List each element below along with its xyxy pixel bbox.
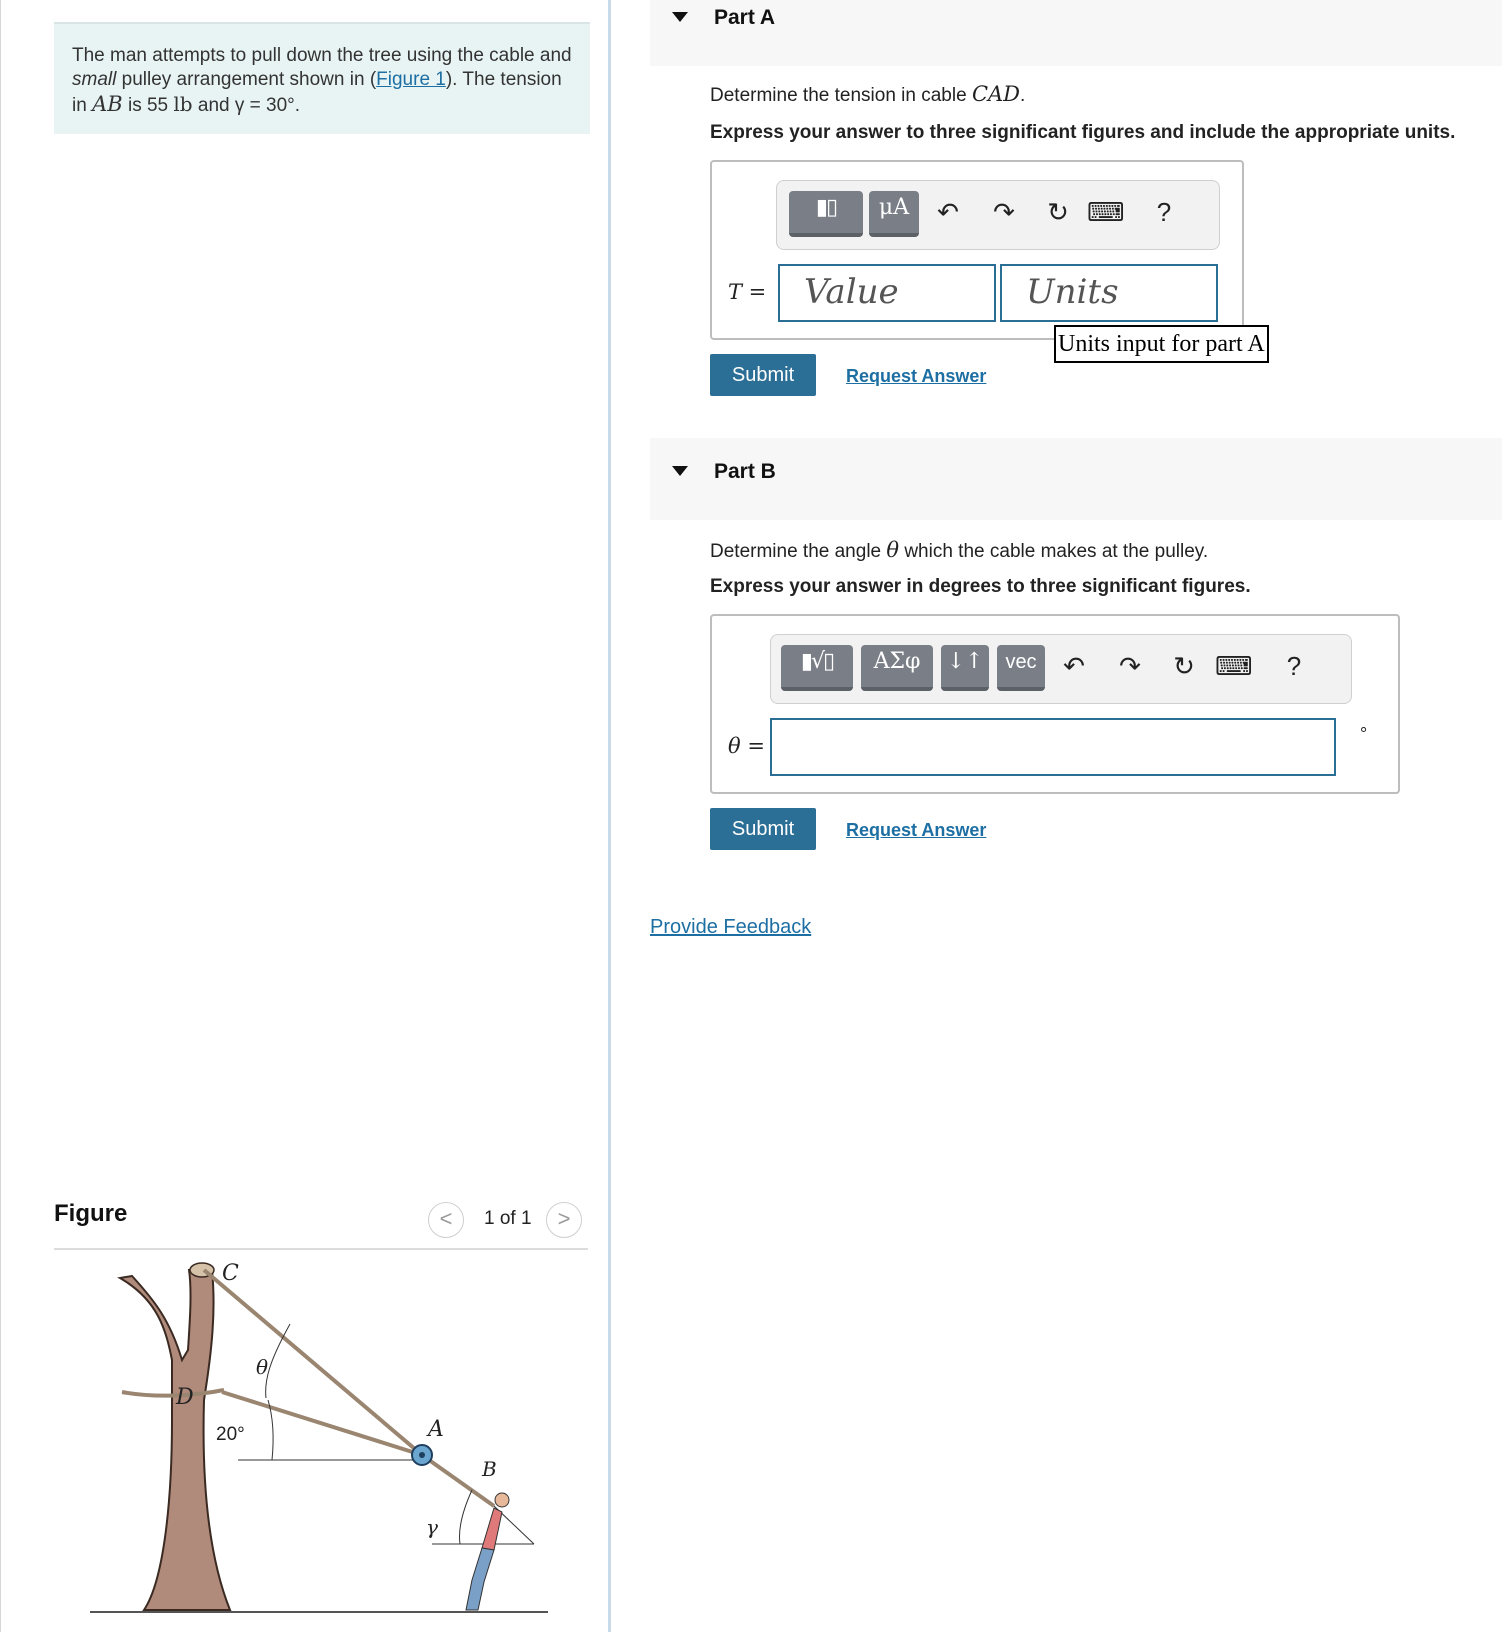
help-icon[interactable]: ? bbox=[1286, 651, 1302, 681]
part-a-answer-box bbox=[710, 160, 1244, 340]
pane-divider[interactable] bbox=[608, 0, 611, 1632]
keyboard-icon[interactable]: ⌨ bbox=[1215, 651, 1253, 681]
label-c: C bbox=[222, 1261, 239, 1286]
units-button[interactable]: μA bbox=[869, 191, 919, 237]
part-a-submit-button[interactable]: Submit bbox=[710, 354, 816, 396]
label-gamma: γ bbox=[426, 1515, 438, 1539]
part-a-request-answer-link[interactable]: Request Answer bbox=[846, 366, 987, 386]
units-tooltip: Units input for part A bbox=[1054, 325, 1269, 363]
part-a-header[interactable] bbox=[650, 0, 1502, 66]
part-b-title: Part B bbox=[714, 460, 776, 483]
label-theta: θ bbox=[256, 1355, 269, 1379]
templates-button[interactable]: ▮√▯ bbox=[781, 645, 853, 691]
collapse-caret-icon bbox=[672, 466, 688, 476]
part-a-question: Determine the tension in cable CAD. bbox=[710, 82, 1026, 106]
pulley-hub bbox=[419, 1452, 425, 1458]
part-b-answer-box bbox=[710, 614, 1400, 794]
undo-icon[interactable]: ↶ bbox=[937, 197, 959, 227]
undo-icon[interactable]: ↶ bbox=[1063, 651, 1085, 681]
part-b-submit-button[interactable]: Submit bbox=[710, 808, 816, 850]
variable-label-t: T = bbox=[728, 280, 767, 304]
label-20-degrees: 20° bbox=[216, 1424, 245, 1445]
angle-input[interactable] bbox=[770, 718, 1336, 776]
part-b-header[interactable] bbox=[650, 438, 1502, 520]
next-figure-button[interactable]: > bbox=[546, 1202, 582, 1238]
left-edge bbox=[0, 0, 1, 1632]
units-input[interactable]: Units bbox=[1000, 264, 1218, 322]
provide-feedback-link[interactable]: Provide Feedback bbox=[650, 916, 812, 938]
tree-trunk bbox=[120, 1270, 230, 1610]
man-head bbox=[495, 1493, 509, 1507]
problem-statement: The man attempts to pull down the tree using the cable and small pulley arrangement shown in (Figure 1). The tension in AB is 55 lb and γ = 30°. bbox=[54, 22, 590, 134]
label-b: B bbox=[482, 1457, 497, 1481]
part-b-instruction: Express your answer in degrees to three significant figures. bbox=[710, 576, 1251, 597]
label-d: D bbox=[176, 1385, 194, 1410]
part-a-toolbar bbox=[776, 180, 1220, 250]
gamma-arc bbox=[460, 1490, 473, 1544]
figure-title: Figure bbox=[54, 1200, 128, 1227]
value-input[interactable]: Value bbox=[778, 264, 996, 322]
part-b-request-answer-link[interactable]: Request Answer bbox=[846, 820, 987, 840]
part-a-instruction: Express your answer to three significant figures and include the appropriate units. bbox=[710, 122, 1456, 143]
arrows-button[interactable]: ↓↑ bbox=[941, 645, 989, 691]
help-icon[interactable]: ? bbox=[1156, 197, 1172, 227]
figure-link[interactable]: Figure 1 bbox=[376, 69, 446, 90]
collapse-caret-icon bbox=[672, 12, 688, 22]
figure-page-count: 1 of 1 bbox=[484, 1208, 532, 1229]
redo-icon[interactable]: ↷ bbox=[993, 197, 1015, 227]
redo-icon[interactable]: ↷ bbox=[1119, 651, 1141, 681]
reset-icon[interactable]: ↻ bbox=[1173, 651, 1195, 681]
tree-pulley-figure bbox=[54, 1250, 584, 1632]
cable-da bbox=[222, 1392, 422, 1455]
part-b-question: Determine the angle θ which the cable makes at the pulley. bbox=[710, 538, 1209, 562]
part-a-title: Part A bbox=[714, 6, 776, 29]
part-b-toolbar bbox=[770, 634, 1352, 704]
templates-button[interactable]: ▮▯ bbox=[789, 191, 863, 237]
greek-symbols-button[interactable]: ΑΣφ bbox=[861, 645, 933, 691]
reset-icon[interactable]: ↻ bbox=[1047, 197, 1069, 227]
man-legs bbox=[466, 1548, 494, 1610]
prev-figure-button[interactable]: < bbox=[428, 1202, 464, 1238]
variable-label-theta: θ = bbox=[728, 734, 765, 758]
label-a: A bbox=[428, 1417, 444, 1442]
figure-header bbox=[54, 1196, 588, 1250]
vector-button[interactable]: vec bbox=[997, 645, 1045, 691]
keyboard-icon[interactable]: ⌨ bbox=[1087, 197, 1125, 227]
degree-unit: ° bbox=[1360, 724, 1368, 744]
